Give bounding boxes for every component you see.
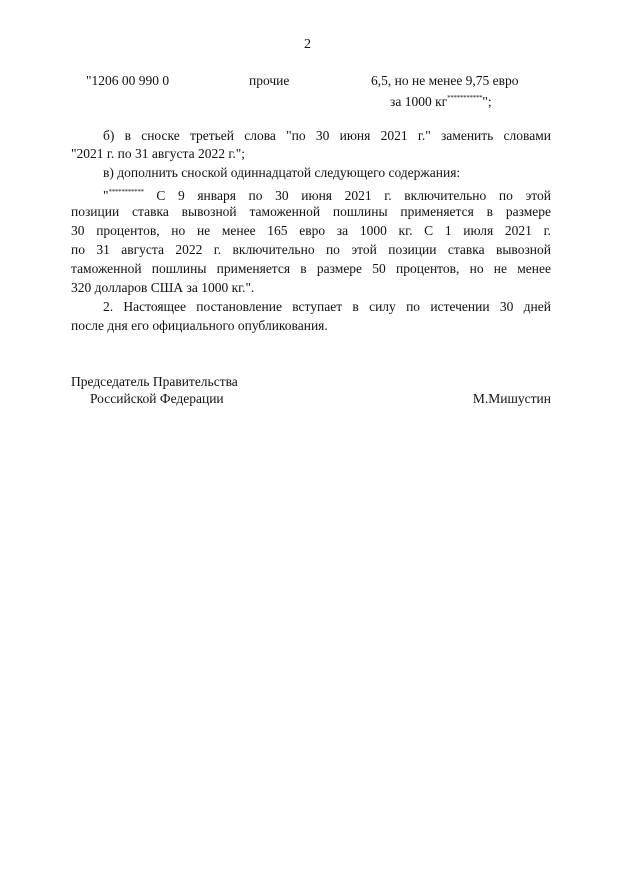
signature-title-line2: Российской Федерации bbox=[90, 391, 224, 406]
signature-name: М.Мишустин bbox=[472, 391, 551, 406]
footnote-open-quote: " bbox=[103, 188, 109, 203]
footnote-line4: по 31 августа 2022 г. включительно по этой позиции ставка вывозной bbox=[71, 242, 551, 257]
item2-line1: 2. Настоящее постановление вступает в силу по истечении 30 дней bbox=[103, 299, 551, 314]
footnote-line3: 30 процентов, но не менее 165 евро за 1000 кг. С 1 июля 2021 г. bbox=[71, 223, 551, 238]
item-b-line1: б) в сноске третьей слова "по 30 июня 2021 г." заменить словами bbox=[103, 128, 551, 143]
item2-line2: после дня его официального опубликования. bbox=[71, 318, 328, 333]
rate-close-quote: "; bbox=[482, 94, 492, 109]
page-number: 2 bbox=[304, 37, 311, 52]
footnote-mark: *********** bbox=[447, 94, 483, 102]
footnote-line1-text: С 9 января по 30 июня 2021 г. включительно по этой bbox=[143, 188, 551, 203]
table-rate-line1: 6,5, но не менее 9,75 евро bbox=[371, 73, 519, 88]
item-v-line: в) дополнить сноской одиннадцатой следующего содержания: bbox=[103, 165, 461, 180]
footnote-mark: *********** bbox=[108, 188, 144, 196]
signature-title-line1: Председатель Правительства bbox=[71, 374, 238, 389]
footnote-line5: таможенной пошлины применяется в размере 50 процентов, но не менее bbox=[71, 261, 551, 276]
table-description: прочие bbox=[249, 73, 290, 88]
item-b-line2: "2021 г. по 31 августа 2022 г."; bbox=[71, 146, 245, 161]
footnote-line6: 320 долларов США за 1000 кг.". bbox=[71, 280, 255, 295]
table-code: "1206 00 990 0 bbox=[86, 73, 170, 88]
rate-unit-text: за 1000 кг bbox=[390, 94, 448, 109]
footnote-line2: позиции ставка вывозной таможенной пошлины применяется в размере bbox=[71, 204, 551, 219]
table-rate-line2 bbox=[390, 89, 492, 111]
